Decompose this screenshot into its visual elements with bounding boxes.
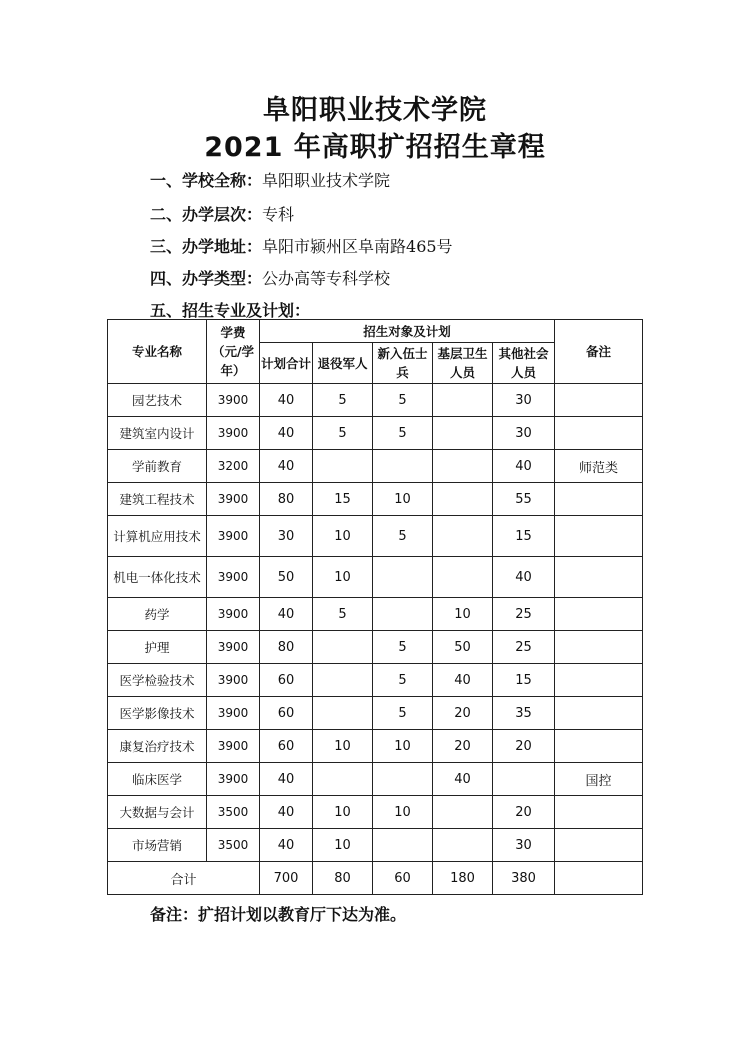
- info-value: 公办高等专科学校: [262, 269, 391, 288]
- header-veterans: 退役军人: [313, 343, 373, 384]
- cell-remarks: [555, 384, 643, 417]
- cell-plan-total: 40: [260, 598, 313, 631]
- cell-fee: 3900: [207, 730, 260, 763]
- cell-plan-total: 60: [260, 664, 313, 697]
- cell-veterans: 10: [313, 796, 373, 829]
- cell-others: 40: [493, 450, 555, 483]
- cell-remarks: [555, 557, 643, 598]
- table-row: [108, 697, 643, 730]
- cell-fee: 3900: [207, 697, 260, 730]
- total-label: 合计: [108, 862, 260, 895]
- cell-plan-total: 80: [260, 483, 313, 516]
- cell-remarks: [555, 796, 643, 829]
- cell-plan-total: 40: [260, 796, 313, 829]
- cell-new-soldiers: 5: [373, 417, 433, 450]
- info-value: 阜阳市颍州区阜南路465号: [262, 237, 453, 256]
- table-row: [108, 631, 643, 664]
- cell-health-workers: [433, 417, 493, 450]
- info-school-name: [150, 168, 390, 191]
- header-fee: 学费（元/学年）: [207, 320, 260, 384]
- cell-others: 20: [493, 796, 555, 829]
- info-label: 五、招生专业及计划：: [150, 301, 311, 320]
- cell-plan-total: 30: [260, 516, 313, 557]
- table-total-row: [108, 862, 643, 895]
- enrollment-plan-table: [107, 319, 643, 895]
- cell-others: 30: [493, 384, 555, 417]
- cell-major: 大数据与会计: [108, 796, 207, 829]
- cell-fee: 3900: [207, 483, 260, 516]
- cell-veterans: [313, 697, 373, 730]
- cell-health-workers: [433, 796, 493, 829]
- cell-new-soldiers: [373, 763, 433, 796]
- table-row: [108, 417, 643, 450]
- table-row: [108, 483, 643, 516]
- header-plan-total: 计划合计: [260, 343, 313, 384]
- cell-others: [493, 763, 555, 796]
- header-remarks: 备注: [555, 320, 643, 384]
- cell-plan-total: 40: [260, 829, 313, 862]
- table-row: [108, 763, 643, 796]
- cell-plan-total: 60: [260, 730, 313, 763]
- cell-major: 学前教育: [108, 450, 207, 483]
- cell-major: 康复治疗技术: [108, 730, 207, 763]
- cell-new-soldiers: 5: [373, 697, 433, 730]
- cell-new-soldiers: 10: [373, 796, 433, 829]
- cell-major: 医学检验技术: [108, 664, 207, 697]
- cell-veterans: 5: [313, 598, 373, 631]
- table-row: [108, 598, 643, 631]
- cell-fee: 3900: [207, 631, 260, 664]
- header-major: 专业名称: [108, 320, 207, 384]
- cell-major: 临床医学: [108, 763, 207, 796]
- cell-major: 建筑工程技术: [108, 483, 207, 516]
- total-veterans: 80: [313, 862, 373, 895]
- cell-fee: 3900: [207, 557, 260, 598]
- cell-fee: 3200: [207, 450, 260, 483]
- cell-major: 护理: [108, 631, 207, 664]
- table-row: [108, 664, 643, 697]
- header-targets: 招生对象及计划: [260, 320, 555, 343]
- cell-major: 药学: [108, 598, 207, 631]
- cell-health-workers: [433, 516, 493, 557]
- cell-remarks: 国控: [555, 763, 643, 796]
- cell-new-soldiers: 5: [373, 384, 433, 417]
- cell-fee: 3900: [207, 664, 260, 697]
- cell-health-workers: 20: [433, 697, 493, 730]
- cell-veterans: [313, 763, 373, 796]
- table-row: [108, 384, 643, 417]
- cell-veterans: 15: [313, 483, 373, 516]
- cell-veterans: [313, 450, 373, 483]
- table-row: [108, 829, 643, 862]
- cell-remarks: [555, 483, 643, 516]
- cell-new-soldiers: [373, 598, 433, 631]
- cell-veterans: 10: [313, 557, 373, 598]
- cell-remarks: 师范类: [555, 450, 643, 483]
- cell-remarks: [555, 664, 643, 697]
- info-address: [150, 234, 453, 257]
- cell-new-soldiers: [373, 829, 433, 862]
- info-label: 四、办学类型：: [150, 269, 263, 288]
- cell-others: 25: [493, 598, 555, 631]
- cell-remarks: [555, 598, 643, 631]
- cell-others: 15: [493, 664, 555, 697]
- cell-remarks: [555, 417, 643, 450]
- cell-others: 30: [493, 417, 555, 450]
- total-new-soldiers: 60: [373, 862, 433, 895]
- table-row: [108, 450, 643, 483]
- cell-fee: 3900: [207, 384, 260, 417]
- cell-fee: 3900: [207, 516, 260, 557]
- document-title: 阜阳职业技术学院: [263, 95, 487, 126]
- cell-remarks: [555, 697, 643, 730]
- cell-health-workers: 40: [433, 664, 493, 697]
- cell-remarks: [555, 730, 643, 763]
- cell-veterans: 10: [313, 730, 373, 763]
- cell-plan-total: 40: [260, 384, 313, 417]
- cell-others: 35: [493, 697, 555, 730]
- cell-others: 40: [493, 557, 555, 598]
- cell-plan-total: 80: [260, 631, 313, 664]
- cell-new-soldiers: 5: [373, 631, 433, 664]
- cell-fee: 3500: [207, 796, 260, 829]
- cell-plan-total: 40: [260, 763, 313, 796]
- document-subtitle: 2021 年高职扩招招生章程: [204, 132, 546, 163]
- header-new-soldiers: 新入伍士兵: [373, 343, 433, 384]
- info-label: 三、办学地址：: [150, 237, 263, 256]
- cell-plan-total: 50: [260, 557, 313, 598]
- cell-veterans: [313, 631, 373, 664]
- cell-others: 20: [493, 730, 555, 763]
- info-value: 阜阳职业技术学院: [262, 171, 391, 190]
- cell-health-workers: 50: [433, 631, 493, 664]
- table-row: [108, 557, 643, 598]
- cell-others: 55: [493, 483, 555, 516]
- info-label: 二、办学层次：: [150, 205, 263, 224]
- info-level: [150, 202, 294, 225]
- info-type: [150, 266, 390, 289]
- cell-health-workers: [433, 829, 493, 862]
- cell-others: 15: [493, 516, 555, 557]
- cell-major: 机电一体化技术: [108, 557, 207, 598]
- cell-health-workers: [433, 450, 493, 483]
- total-remarks: [555, 862, 643, 895]
- cell-remarks: [555, 829, 643, 862]
- cell-others: 25: [493, 631, 555, 664]
- cell-others: 30: [493, 829, 555, 862]
- cell-new-soldiers: 10: [373, 730, 433, 763]
- cell-health-workers: 10: [433, 598, 493, 631]
- table-row: [108, 796, 643, 829]
- cell-new-soldiers: [373, 450, 433, 483]
- table-header-row: [108, 320, 643, 343]
- cell-plan-total: 40: [260, 417, 313, 450]
- cell-health-workers: [433, 483, 493, 516]
- table-row: [108, 516, 643, 557]
- cell-veterans: [313, 664, 373, 697]
- cell-veterans: 10: [313, 516, 373, 557]
- total-plan-total: 700: [260, 862, 313, 895]
- cell-fee: 3900: [207, 417, 260, 450]
- cell-veterans: 5: [313, 384, 373, 417]
- cell-fee: 3900: [207, 763, 260, 796]
- cell-major: 建筑室内设计: [108, 417, 207, 450]
- cell-major: 市场营销: [108, 829, 207, 862]
- cell-fee: 3900: [207, 598, 260, 631]
- cell-health-workers: 20: [433, 730, 493, 763]
- header-others: 其他社会人员: [493, 343, 555, 384]
- info-plan-heading: [150, 298, 310, 321]
- info-label: 一、学校全称：: [150, 171, 263, 190]
- cell-new-soldiers: [373, 557, 433, 598]
- total-health-workers: 180: [433, 862, 493, 895]
- cell-new-soldiers: 10: [373, 483, 433, 516]
- info-value: 专科: [262, 205, 295, 224]
- cell-major: 计算机应用技术: [108, 516, 207, 557]
- cell-health-workers: 40: [433, 763, 493, 796]
- cell-plan-total: 60: [260, 697, 313, 730]
- table-row: [108, 730, 643, 763]
- cell-major: 医学影像技术: [108, 697, 207, 730]
- cell-veterans: 10: [313, 829, 373, 862]
- cell-veterans: 5: [313, 417, 373, 450]
- cell-new-soldiers: 5: [373, 664, 433, 697]
- cell-health-workers: [433, 384, 493, 417]
- cell-new-soldiers: 5: [373, 516, 433, 557]
- cell-remarks: [555, 631, 643, 664]
- total-others: 380: [493, 862, 555, 895]
- header-health-workers: 基层卫生人员: [433, 343, 493, 384]
- footnote: 备注：扩招计划以教育厅下达为准。: [150, 905, 407, 924]
- cell-major: 园艺技术: [108, 384, 207, 417]
- cell-remarks: [555, 516, 643, 557]
- cell-health-workers: [433, 557, 493, 598]
- cell-plan-total: 40: [260, 450, 313, 483]
- cell-fee: 3500: [207, 829, 260, 862]
